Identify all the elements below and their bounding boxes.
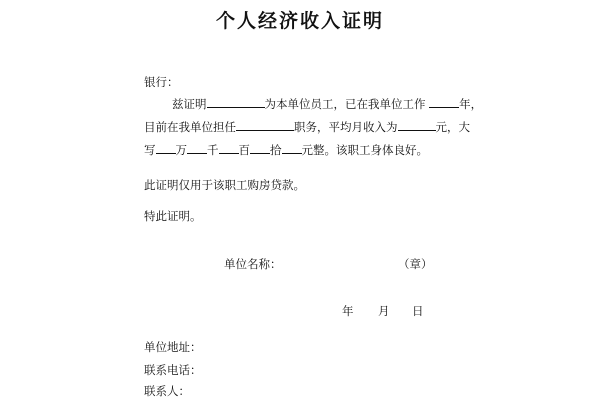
date-year: 年 (342, 304, 354, 318)
contact-person-label: 联系人： (144, 384, 190, 398)
employee-name-blank[interactable] (207, 96, 265, 108)
para3-text-1: 写 (144, 143, 156, 157)
paragraph-line-3 (144, 142, 428, 158)
position-blank[interactable] (236, 119, 294, 131)
para3-text-5: 拾 (270, 143, 282, 157)
date-month: 月 (378, 304, 390, 318)
amount-blank-4[interactable] (250, 142, 270, 154)
para3-text-6: 元整。该职工身体良好。 (301, 143, 428, 157)
paragraph-line-2 (144, 119, 470, 135)
contact-phone-label: 联系电话： (144, 363, 202, 377)
amount-blank-3[interactable] (219, 142, 239, 154)
salutation: 银行： (144, 75, 179, 89)
monthly-income-blank[interactable] (398, 119, 436, 131)
para2-text-3: 元，大 (435, 120, 470, 134)
amount-blank-2[interactable] (187, 142, 207, 154)
seal-label: （章） (398, 257, 433, 271)
unit-name-label: 单位名称： (224, 257, 282, 271)
amount-blank-1[interactable] (156, 142, 176, 154)
para3-text-2: 万 (175, 143, 187, 157)
para1-text-2: 为本单位员工，已在我单位工作 (264, 97, 426, 111)
para3-text-3: 千 (207, 143, 219, 157)
para1-text-1: 兹证明 (172, 97, 207, 111)
para2-text-1: 目前在我单位担任 (144, 120, 236, 134)
purpose-text: 此证明仅用于该职工购房贷款。 (144, 178, 305, 192)
paragraph-line-1 (172, 96, 482, 112)
para2-text-2: 职务，平均月收入为 (294, 120, 398, 134)
document-title: 个人经济收入证明 (215, 10, 384, 32)
amount-blank-5[interactable] (282, 142, 302, 154)
closing-text: 特此证明。 (144, 209, 202, 223)
para3-text-4: 百 (238, 143, 250, 157)
years-worked-blank[interactable] (429, 96, 459, 108)
unit-address-label: 单位地址： (144, 340, 202, 354)
date-day: 日 (412, 304, 424, 318)
para1-text-3: 年， (459, 97, 483, 111)
